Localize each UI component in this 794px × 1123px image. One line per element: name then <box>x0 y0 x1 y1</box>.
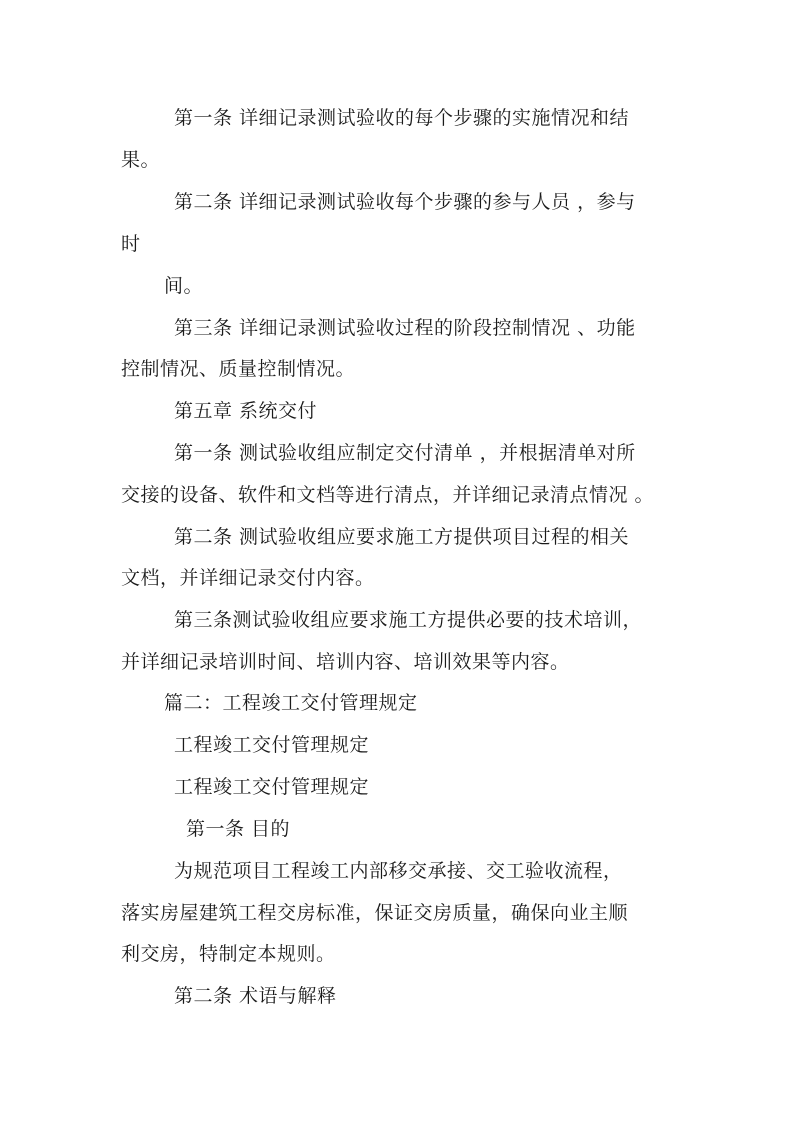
article-heading-2: 第二条 术语与解释 <box>174 985 337 1007</box>
text-line-20: 落实房屋建筑工程交房标准，保证交房质量，确保向业主顺 <box>121 902 629 924</box>
text-line-3: 第二条 详细记录测试验收每个步骤的参与人员 ，参与 <box>174 191 636 213</box>
text-line-7: 控制情况、质量控制情况。 <box>121 358 356 380</box>
text-line-14: 并详细记录培训时间、培训内容、培训效果等内容。 <box>121 651 570 673</box>
text-line-1: 第一条 详细记录测试验收的每个步骤的实施情况和结 <box>174 107 630 129</box>
title-line-1: 工程竣工交付管理规定 <box>174 734 370 756</box>
text-line-12: 文档，并详细记录交付内容。 <box>121 567 375 589</box>
text-line-19: 为规范项目工程竣工内部移交承接、交工验收流程， <box>174 860 623 882</box>
text-line-5: 间。 <box>164 275 204 297</box>
text-line-13: 第三条测试验收组应要求施工方提供必要的技术培训， <box>174 609 643 631</box>
text-line-11: 第二条 测试验收组应要求施工方提供项目过程的相关 <box>174 526 630 548</box>
text-line-4: 时 <box>121 233 141 255</box>
section-heading: 篇二：工程竣工交付管理规定 <box>164 692 418 714</box>
text-line-21: 利交房，特制定本规则。 <box>121 943 336 965</box>
text-line-10: 交接的设备、软件和文档等进行清点，并详细记录清点情况 。 <box>121 484 655 506</box>
title-line-2: 工程竣工交付管理规定 <box>174 776 370 798</box>
chapter-heading: 第五章 系统交付 <box>174 400 318 422</box>
text-line-6: 第三条 详细记录测试验收过程的阶段控制情况 、功能 <box>174 317 636 339</box>
text-line-9: 第一条 测试验收组应制定交付清单 ，并根据清单对所 <box>174 442 636 464</box>
article-heading: 第一条 目的 <box>186 818 291 840</box>
text-line-2: 果。 <box>121 149 161 171</box>
